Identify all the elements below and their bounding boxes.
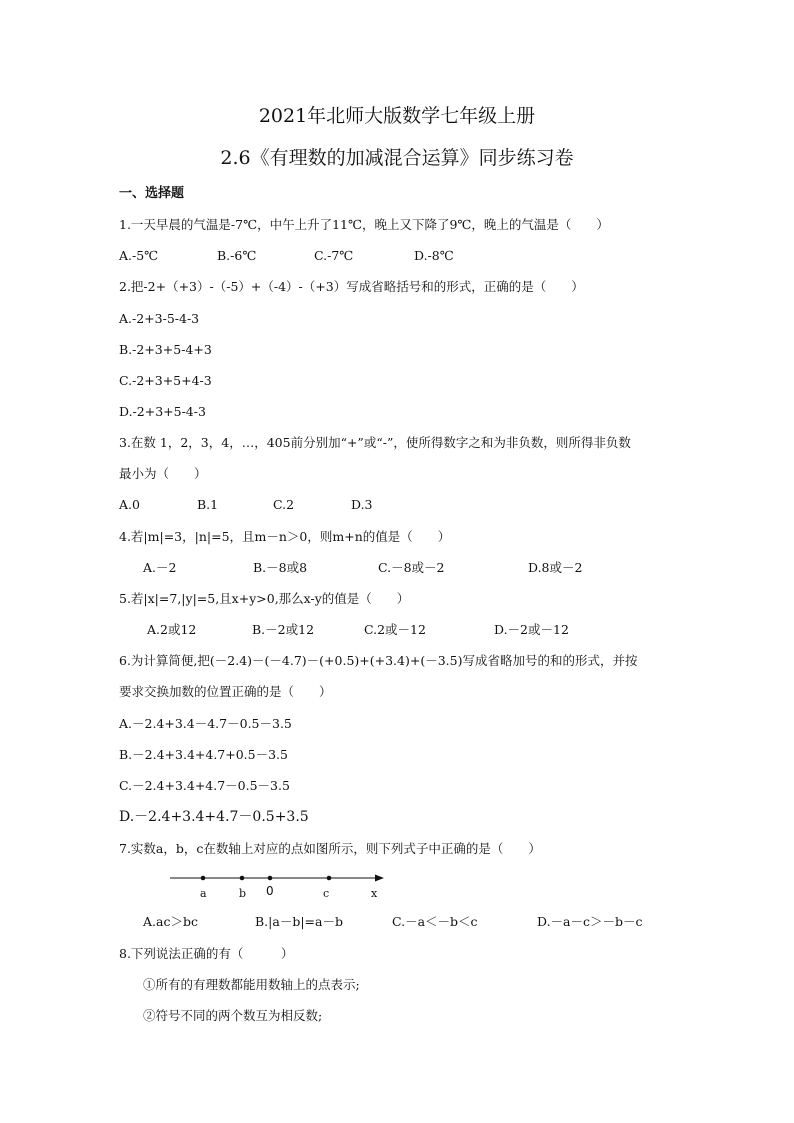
question-5-stem: 5.若|x|=7,|y|=5,且x+y>0,那么x-y的值是（ ） — [119, 591, 410, 606]
question-6-option-b: B.－2.4+3.4+4.7+0.5－3.5 — [119, 747, 288, 762]
question-1-option-c: C.-7℃ — [314, 248, 354, 263]
question-3-option-a: A.0 — [119, 497, 140, 512]
question-7-option-a: A.ac＞bc — [143, 914, 198, 929]
point-b — [240, 876, 245, 881]
question-3-stem: 3.在数 1，2，3，4，…，405前分别加“+”或“-”，使所得数字之和为非负数，则所得非负数 — [119, 435, 631, 450]
question-3-option-b: B.1 — [197, 497, 219, 512]
question-4-stem: 4.若|m|=3，|n|=5，且m－n＞0，则m+n的值是（ ） — [119, 529, 451, 544]
number-line-figure — [160, 866, 390, 902]
question-8-item-2: ②符号不同的两个数互为相反数; — [143, 1008, 323, 1023]
question-3-option-d: D.3 — [351, 497, 373, 512]
point-a — [201, 876, 206, 881]
question-1-option-b: B.-6℃ — [217, 248, 257, 263]
question-8-item-1: ①所有的有理数都能用数轴上的点表示; — [143, 977, 360, 992]
question-4-option-d: D.8或－2 — [528, 560, 583, 575]
question-7-option-b: B.|a－b|=a－b — [255, 914, 343, 929]
question-7-stem: 7.实数a，b，c在数轴上对应的点如图所示，则下列式子中正确的是（ ） — [119, 841, 541, 856]
question-5-option-c: C.2或－12 — [364, 622, 426, 637]
question-4-option-c: C.－8或－2 — [378, 560, 445, 575]
question-6-stem-cont: 要求交换加数的位置正确的是（ ） — [119, 684, 332, 699]
question-2-option-b: B.-2+3+5-4+3 — [119, 342, 212, 357]
question-1-option-d: D.-8℃ — [414, 248, 454, 263]
question-2-option-a: A.-2+3-5-4-3 — [119, 311, 200, 326]
question-3-stem-cont: 最小为（ ） — [119, 466, 207, 481]
question-7-option-c: C.－a＜－b＜c — [392, 914, 478, 929]
question-3-option-c: C.2 — [273, 497, 295, 512]
question-2-option-d: D.-2+3+5-4-3 — [119, 404, 206, 419]
label-c: c — [323, 887, 330, 900]
question-6-option-c: C.－2.4+3.4+4.7－0.5－3.5 — [119, 778, 290, 793]
point-zero — [268, 876, 273, 881]
question-7-option-d: D.－a－c＞－b－c — [537, 914, 643, 929]
question-4-option-b: B.－8或8 — [253, 560, 308, 575]
question-1-option-a: A.-5℃ — [119, 248, 159, 263]
question-5-option-a: A.2或12 — [147, 622, 197, 637]
question-5-option-d: D.－2或－12 — [494, 622, 569, 637]
section-heading: 一、选择题 — [119, 186, 185, 201]
question-1-stem: 1.一天早晨的气温是-7℃，中午上升了11℃，晚上又下降了9℃，晚上的气温是（ ） — [119, 217, 609, 232]
label-x: x — [371, 887, 378, 900]
document-title: 2021年北师大版数学七年级上册 — [258, 105, 536, 127]
question-5-option-b: B.－2或12 — [252, 622, 315, 637]
question-6-option-a: A.－2.4+3.4－4.7－0.5－3.5 — [119, 716, 292, 731]
question-4-option-a: A.－2 — [143, 560, 177, 575]
label-b: b — [239, 887, 247, 900]
question-6-option-d: D.－2.4+3.4+4.7－0.5+3.5 — [119, 809, 309, 825]
label-a: a — [200, 887, 207, 900]
document-subtitle: 2.6《有理数的加减混合运算》同步练习卷 — [220, 147, 574, 169]
question-2-stem: 2.把-2+（+3）-（-5）+（-4）-（+3）写成省略括号和的形式，正确的是（ ） — [119, 279, 584, 294]
label-zero: 0 — [266, 884, 274, 898]
axis-arrow — [375, 875, 384, 882]
point-c — [327, 876, 332, 881]
question-2-option-c: C.-2+3+5+4-3 — [119, 373, 212, 388]
question-8-stem: 8.下列说法正确的有（ ） — [119, 946, 294, 961]
question-6-stem: 6.为计算简便,把(－2.4)－(－4.7)－(+0.5)+(+3.4)+(－3.5)写成省略加号的和的形式，并按 — [119, 653, 638, 668]
